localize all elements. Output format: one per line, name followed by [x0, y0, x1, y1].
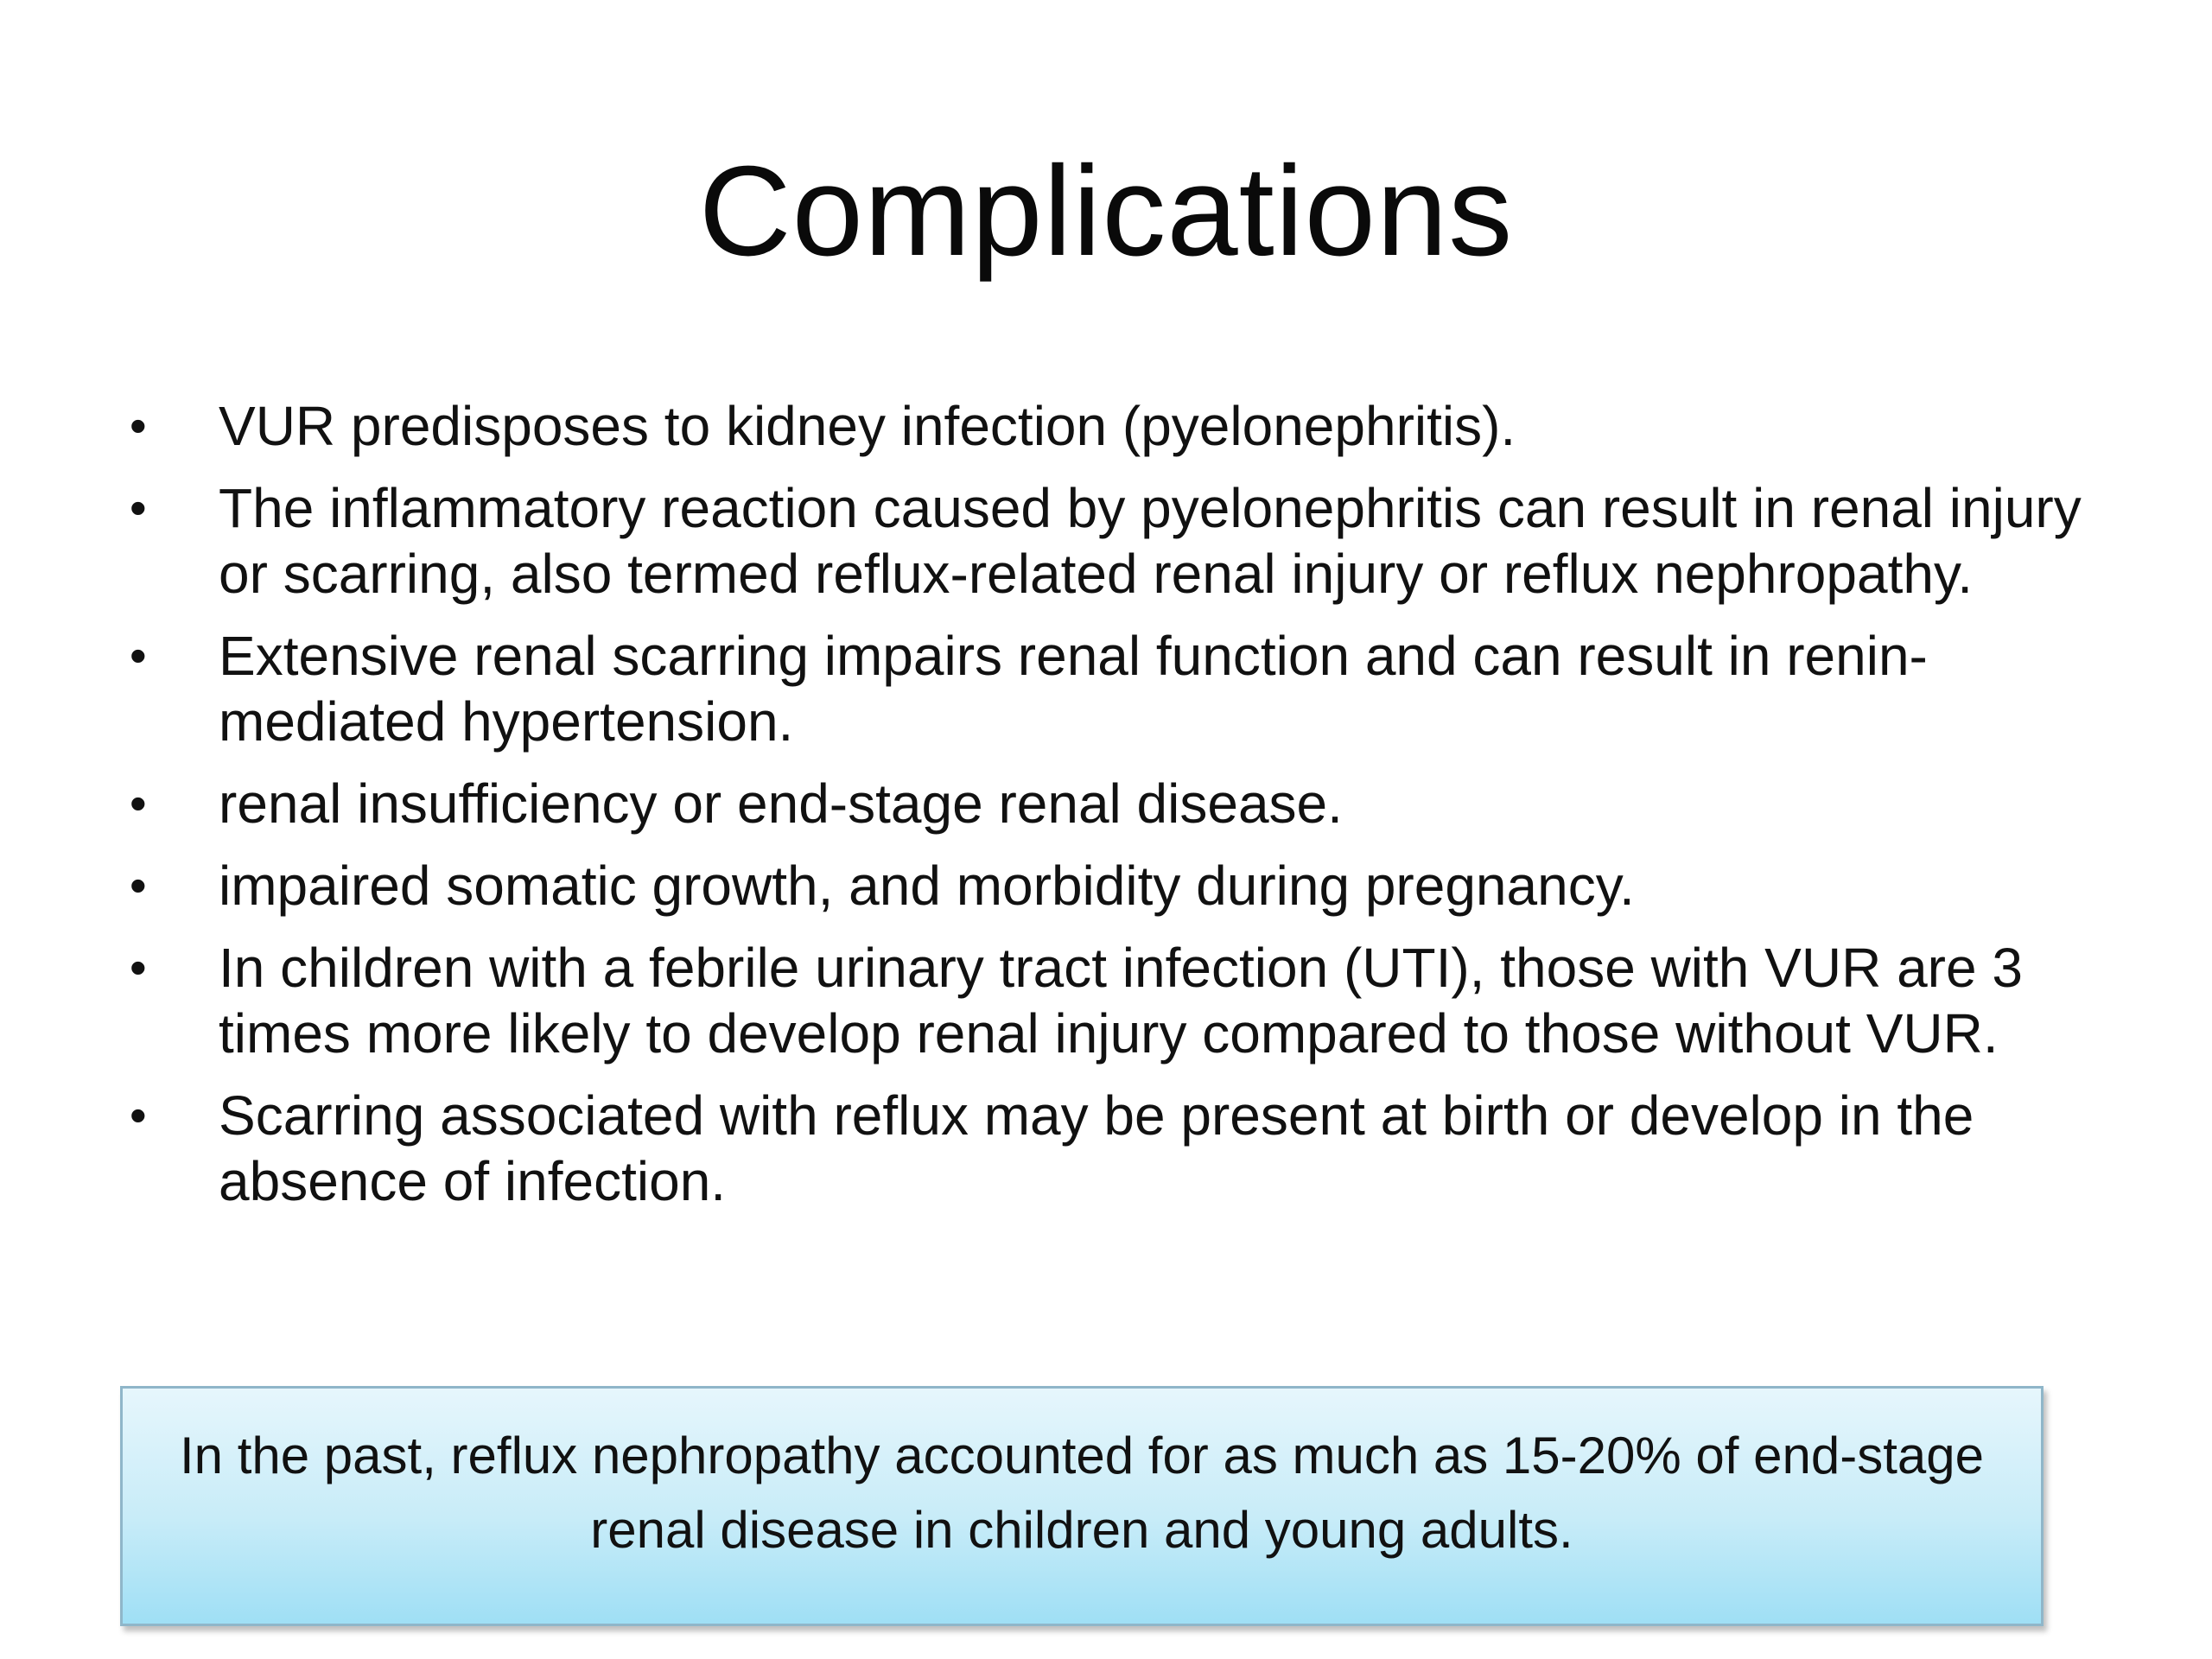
- callout-box: [120, 1386, 2044, 1626]
- bullet-item: [130, 623, 2082, 754]
- bullet-icon: •: [130, 398, 147, 453]
- bullet-text: VUR predisposes to kidney infection (pyelonephritis).: [219, 395, 1516, 457]
- bullet-text: impaired somatic growth, and morbidity during pregnancy.: [219, 855, 1635, 917]
- bullet-icon: •: [130, 940, 147, 995]
- bullet-text: renal insufficiency or end-stage renal disease.: [219, 772, 1343, 835]
- bullet-item: [130, 1083, 2082, 1214]
- bullet-text: Extensive renal scarring impairs renal function and can result in renin-mediated hypertension.: [219, 625, 1928, 753]
- bullet-icon: •: [130, 858, 147, 912]
- bullet-item: [130, 771, 2082, 836]
- bullet-icon: •: [130, 628, 147, 683]
- bullet-icon: •: [130, 480, 147, 535]
- bullet-icon: •: [130, 776, 147, 830]
- bullet-list: [130, 393, 2082, 1230]
- slide-title: Complications: [698, 140, 1514, 283]
- bullet-item: [130, 935, 2082, 1066]
- bullet-text: The inflammatory reaction caused by pyelonephritis can result in renal injury or scarring, also termed reflux-related renal injury or reflux nephropathy.: [219, 477, 2082, 605]
- bullet-item: [130, 853, 2082, 918]
- bullet-text: Scarring associated with reflux may be present at birth or develop in the absence of infection.: [219, 1084, 1974, 1212]
- bullet-item: [130, 393, 2082, 459]
- bullet-text: In children with a febrile urinary tract infection (UTI), those with VUR are 3 times more likely to develop renal injury compared to those without VUR.: [219, 937, 2023, 1065]
- bullet-item: [130, 475, 2082, 607]
- bullet-icon: •: [130, 1088, 147, 1142]
- callout-text: In the past, reflux nephropathy accounted for as much as 15-20% of end-stage renal disease in children and young adults.: [180, 1427, 1984, 1559]
